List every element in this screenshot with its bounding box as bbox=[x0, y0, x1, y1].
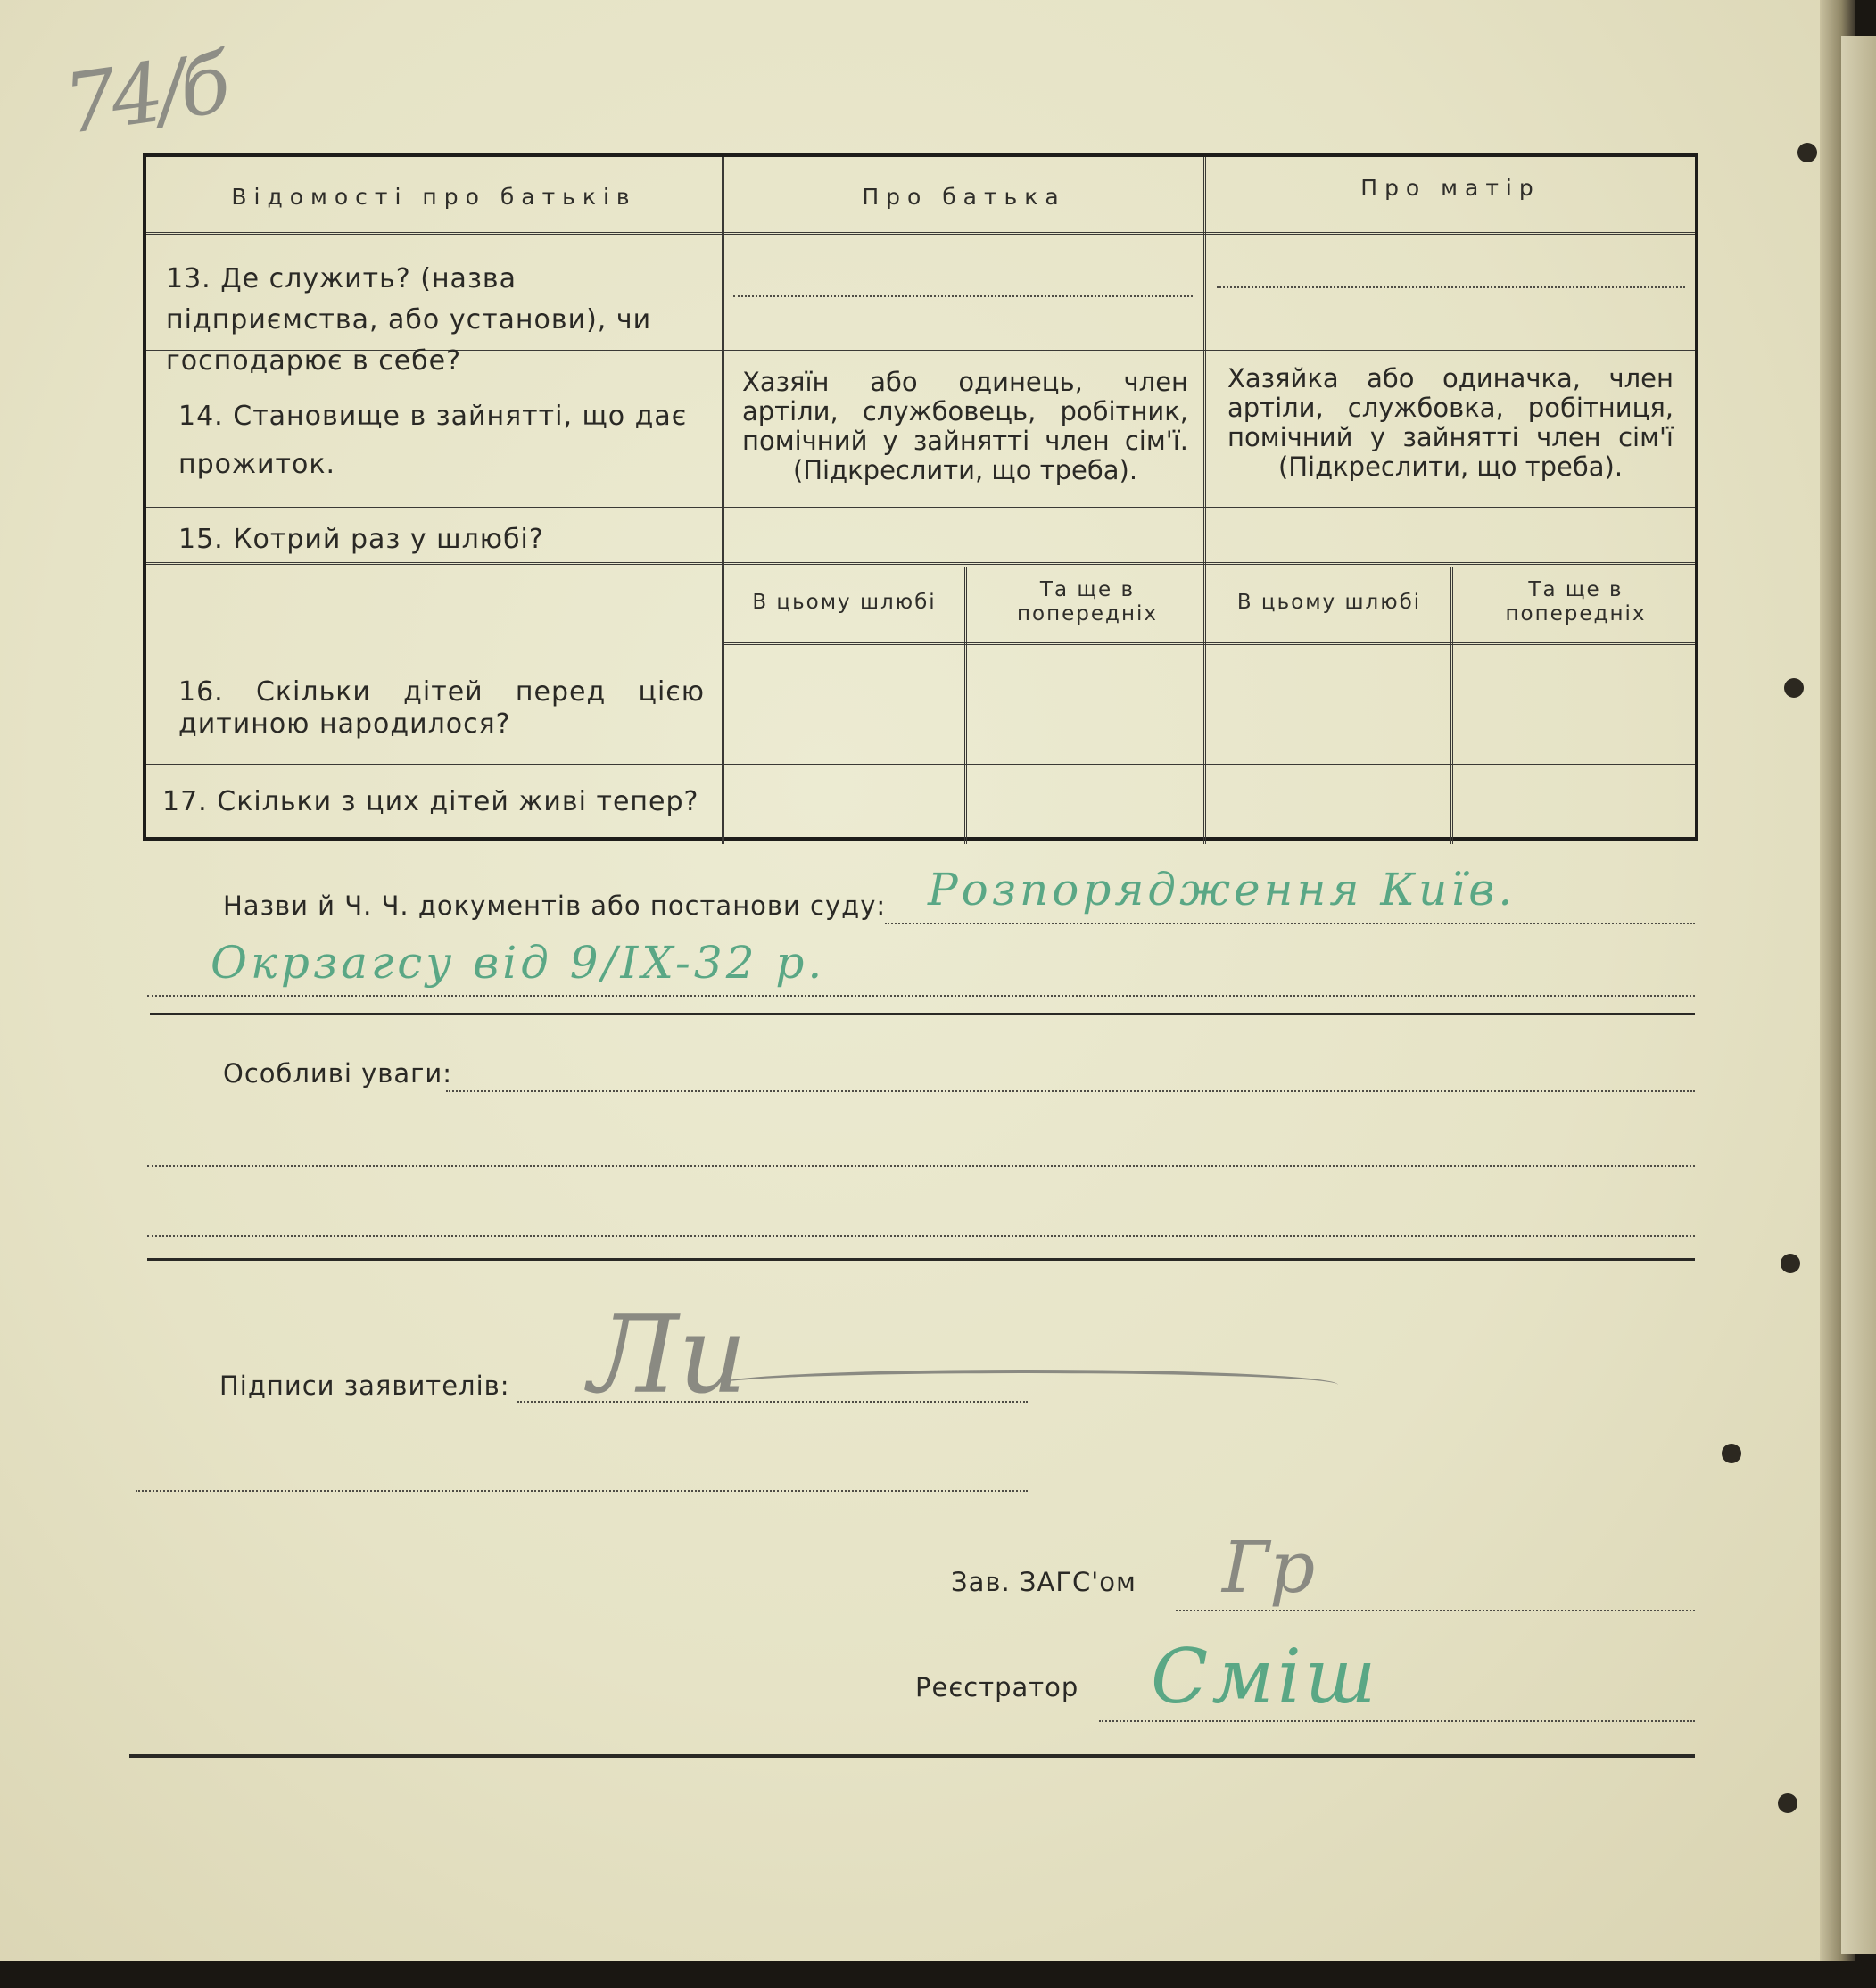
remarks-label: Особливі уваги: bbox=[223, 1058, 453, 1089]
question-15: 15. Котрий раз у шлюбі? bbox=[178, 524, 544, 555]
answer-line-father bbox=[733, 295, 1193, 297]
row-divider bbox=[146, 562, 1695, 565]
bottom-rule bbox=[129, 1754, 1695, 1758]
binding-hole bbox=[1781, 1254, 1800, 1273]
remarks-line-1 bbox=[446, 1090, 1695, 1092]
registry-head-label: Зав. ЗАГС'ом bbox=[951, 1567, 1136, 1597]
section-rule bbox=[147, 1258, 1695, 1261]
applicant-signature: Ли bbox=[589, 1294, 748, 1418]
row-divider bbox=[146, 232, 1695, 235]
parents-info-table bbox=[143, 153, 1698, 841]
registry-head-signature-line bbox=[1176, 1610, 1695, 1611]
applicants-signature-line-2 bbox=[136, 1490, 1028, 1492]
documents-handwriting-1: Розпорядження Київ. bbox=[928, 864, 1517, 915]
remarks-line-2 bbox=[147, 1165, 1695, 1167]
column-divider bbox=[722, 157, 724, 844]
subheader-this-marriage-mother: В цьому шлюбі bbox=[1236, 591, 1422, 614]
binding-hole bbox=[1778, 1793, 1797, 1813]
documents-line-1 bbox=[885, 923, 1695, 924]
row-divider bbox=[146, 764, 1695, 766]
header-about-father: Про батька bbox=[862, 184, 1066, 210]
documents-label: Назви й Ч. Ч. документів або постанови суду: bbox=[223, 890, 887, 921]
registry-head-signature: Гр bbox=[1222, 1526, 1316, 1609]
remarks-line-3 bbox=[147, 1235, 1695, 1237]
column-divider bbox=[1203, 157, 1206, 844]
binding-hole bbox=[1722, 1444, 1741, 1463]
binding-hole bbox=[1797, 143, 1817, 162]
column-divider bbox=[964, 567, 967, 844]
column-divider bbox=[1450, 567, 1453, 844]
answer-line-mother bbox=[1217, 286, 1685, 288]
subheader-previous-mother: Та ще в попередніх bbox=[1505, 578, 1647, 625]
question-13: 13. Де служить? (назва підприємства, або установи), чи господарює в себе? bbox=[166, 263, 652, 377]
q14-father-options: Хазяїн або одинець, член артіли, службовець, робітник, помічний у зайнятті член сім'ї. (Підкреслити, що треба). bbox=[742, 367, 1188, 485]
row-divider bbox=[722, 642, 1695, 645]
registrar-label: Реєстратор bbox=[915, 1672, 1079, 1702]
binding-hole bbox=[1784, 678, 1804, 698]
header-about-mother: Про матір bbox=[1360, 175, 1541, 201]
documents-handwriting-2: Окрзагсу від 9/IX-32 р. bbox=[211, 937, 826, 989]
registrar-signature-line bbox=[1099, 1720, 1695, 1722]
registrar-signature: Сміш bbox=[1151, 1633, 1380, 1720]
page-edge bbox=[1841, 36, 1876, 1954]
question-16: 16. Скільки дітей перед цією дитиною народилося? bbox=[178, 676, 705, 740]
section-rule bbox=[150, 1013, 1695, 1015]
row-divider bbox=[146, 507, 1695, 509]
question-14: 14. Становище в зайнятті, що дає прожиток. bbox=[178, 401, 688, 480]
header-parents-info: Відомості про батьків bbox=[231, 184, 637, 210]
pencil-page-number: 74/б bbox=[58, 35, 231, 153]
applicants-signature-label: Підписи заявителів: bbox=[219, 1371, 510, 1401]
documents-line-2 bbox=[147, 995, 1695, 997]
signature-stroke bbox=[714, 1370, 1338, 1400]
subheader-this-marriage-father: В цьому шлюбі bbox=[752, 591, 937, 614]
subheader-previous-father: Та ще в попередніх bbox=[1017, 578, 1158, 625]
q14-mother-options: Хазяйка або одиначка, член артіли, службовка, робітниця, помічний у зайнятті член сім'ї (Підкреслити, що треба). bbox=[1227, 363, 1674, 482]
question-17: 17. Скільки з цих дітей живі тепер? bbox=[162, 786, 699, 817]
